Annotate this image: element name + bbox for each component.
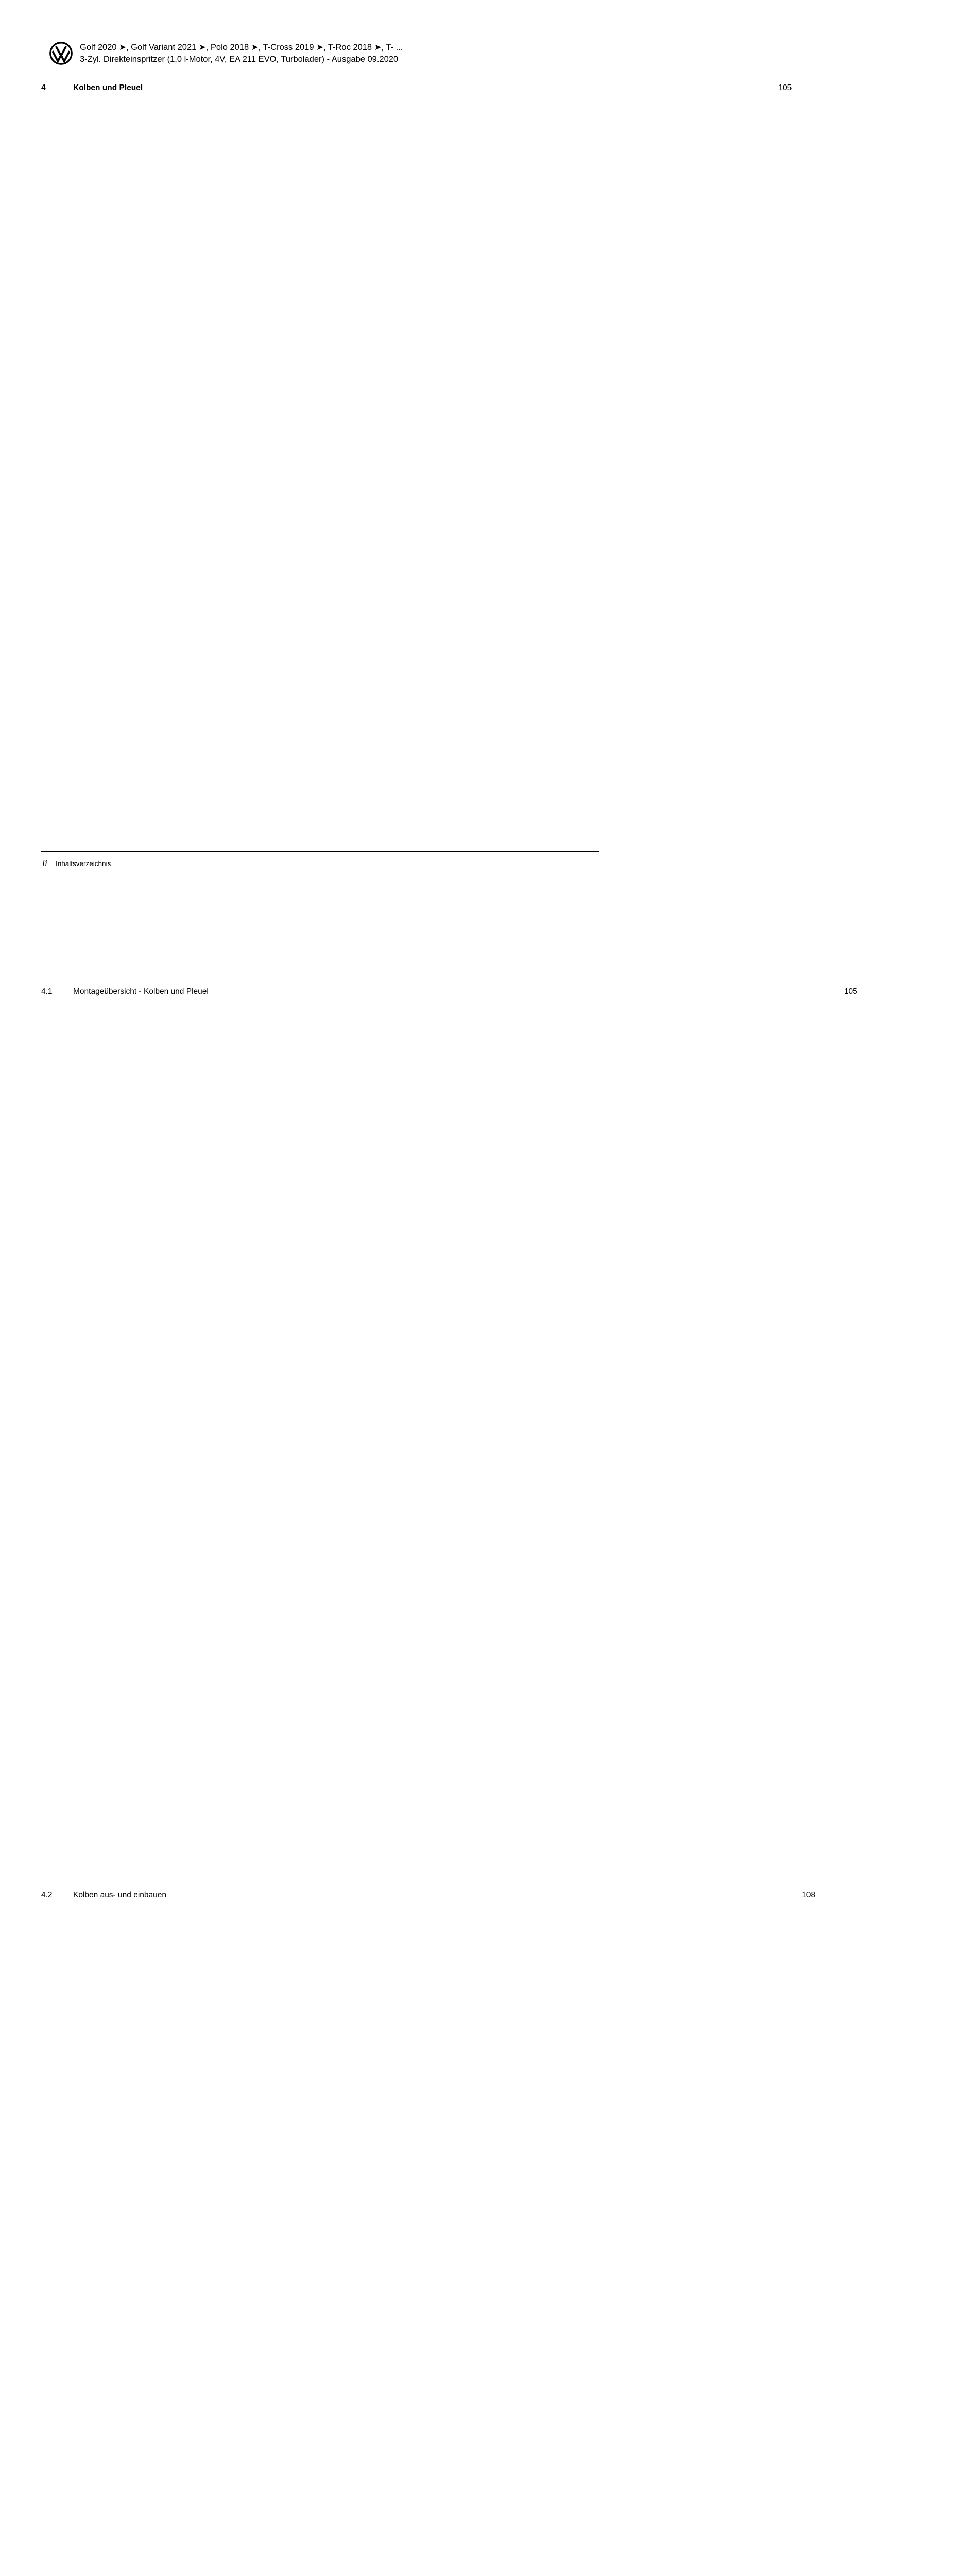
header-engine-line: 3-Zyl. Direkteinspritzer (1,0 l-Motor, 4V, EA 211 EVO, Turbolader) - Ausgabe 09.2020: [80, 55, 399, 64]
toc-entry-label: Montageübersicht - Kolben und Pleuel: [73, 987, 209, 996]
toc-entry-number: 4.2: [41, 1891, 53, 1900]
toc-row[interactable]: [41, 82, 792, 986]
footer-divider: [41, 851, 599, 852]
footer-content: [41, 858, 599, 869]
toc-row[interactable]: [41, 1889, 815, 2576]
vw-logo-icon: [49, 41, 73, 65]
toc-entry-page: 105: [219, 986, 857, 1889]
toc-entry-page: 105: [153, 82, 792, 986]
document-title-block: [80, 41, 403, 65]
header-models-line: Golf 2020 ➤, Golf Variant 2021 ➤, Polo 2018 ➤, T-Cross 2019 ➤, T-Roc 2018 ➤, T- ...: [80, 43, 403, 52]
document-footer: [41, 851, 599, 869]
footer-section-label: Inhaltsverzeichnis: [56, 860, 111, 868]
document-header: [49, 41, 403, 65]
toc-entry-number: 4: [41, 83, 46, 92]
toc-list: [41, 79, 857, 2576]
toc-row[interactable]: [41, 986, 857, 1889]
toc-entry-label: Kolben und Pleuel: [73, 83, 143, 92]
footer-page-number: ii: [42, 858, 48, 868]
toc-entry-number: 4.1: [41, 987, 53, 996]
toc-entry-page: 108: [177, 1889, 815, 2576]
toc-entry-label: Kolben aus- und einbauen: [73, 1891, 166, 1900]
